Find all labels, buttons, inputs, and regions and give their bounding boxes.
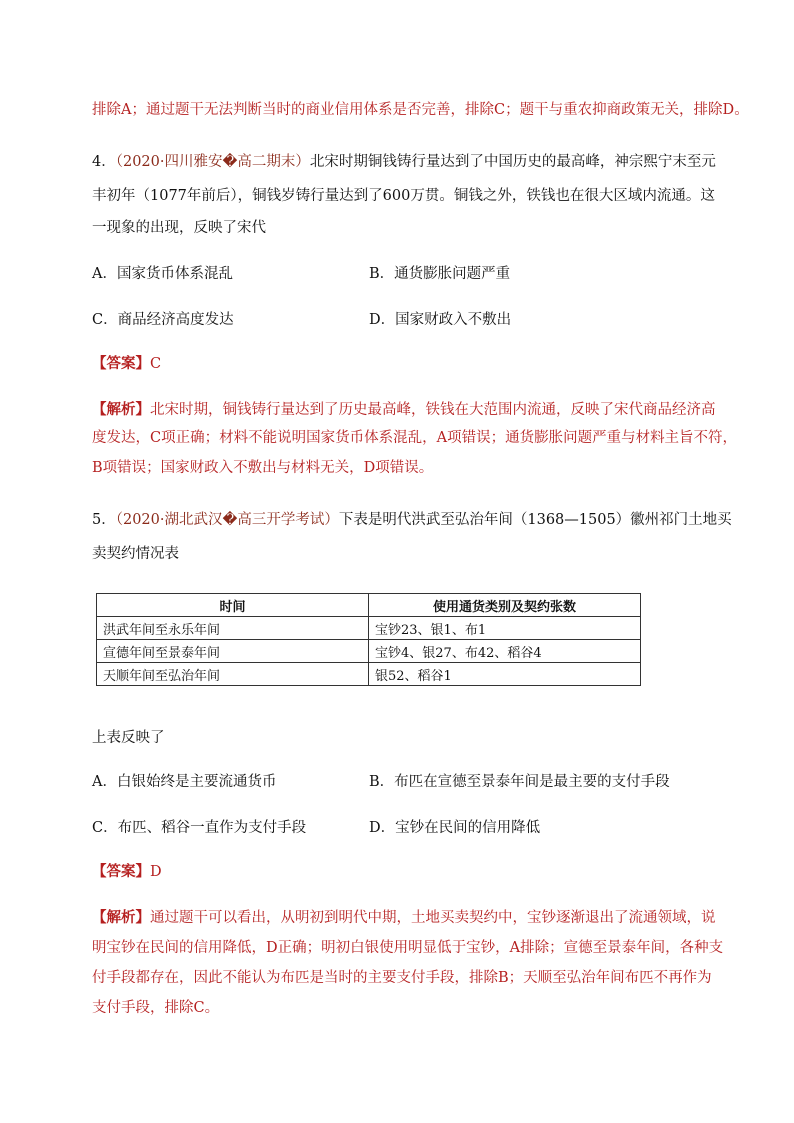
q4-number: 4． (92, 154, 116, 170)
q5-stem-1: 下表是明代洪武至弘治年间（1368—1505）徽州祁门土地买 (338, 512, 732, 528)
q5-option-d: D．宝钞在民间的信用降低 (369, 820, 541, 836)
table-cell: 宝钞23、银1、布1 (369, 617, 641, 640)
table-cell: 宝钞4、银27、布42、稻谷4 (369, 640, 641, 663)
q5-stem-line-3: 上表反映了 (92, 730, 165, 746)
q4-analysis-1: 北宋时期，铜钱铸行量达到了历史最高峰，铁钱在大范围内流通，反映了宋代商品经济高 (150, 402, 716, 418)
q4-stem-1: 北宋时期铜钱铸行量达到了中国历史的最高峰，神宗熙宁末至元 (309, 154, 716, 170)
q5-source: （2020·湖北武汉�高三开学考试） (115, 512, 339, 528)
q5-stem-line-2: 卖契约情况表 (92, 546, 179, 562)
q4-option-b: B．通货膨胀问题严重 (369, 266, 511, 282)
q4-answer-label: 【答案】 (92, 355, 150, 372)
table-header-currency: 使用通货类别及契约张数 (369, 594, 641, 617)
q4-stem-line-1 (92, 152, 716, 172)
q4-analysis-line-3: B项错误；国家财政入不敷出与材料无关，D项错误。 (92, 460, 434, 476)
q4-answer (92, 354, 161, 374)
q5-number: 5． (92, 512, 116, 528)
q4-option-c: C．商品经济高度发达 (92, 312, 234, 328)
q5-analysis-line-1 (92, 908, 716, 928)
q4-stem-line-3: 一现象的出现，反映了宋代 (92, 220, 266, 236)
q4-option-d: D．国家财政入不敷出 (369, 312, 512, 328)
q5-analysis-label: 【解析】 (92, 909, 150, 926)
q5-answer (92, 862, 162, 882)
q5-analysis-1: 通过题干可以看出，从明初到明代中期，土地买卖契约中，宝钞逐渐退出了流通领域，说 (150, 910, 716, 926)
q4-analysis-line-1 (92, 400, 716, 420)
q5-answer-value: D (150, 864, 162, 880)
q4-analysis-label: 【解析】 (92, 401, 150, 418)
table-row (97, 640, 641, 663)
q5-analysis-line-3: 付手段都存在，因此不能认为布匹是当时的主要支付手段，排除B；天顺至弘治年间布匹不再作为 (92, 970, 712, 986)
q4-option-a: A．国家货币体系混乱 (92, 266, 233, 282)
contract-table (96, 593, 641, 686)
q5-analysis-line-2: 明宝钞在民间的信用降低，D正确；明初白银使用明显低于宝钞，A排除；宣德至景泰年间，各种支 (92, 940, 724, 956)
q5-option-c: C．布匹、稻谷一直作为支付手段 (92, 820, 307, 836)
q5-option-b: B．布匹在宣德至景泰年间是最主要的支付手段 (369, 774, 670, 790)
q5-option-a: A．白银始终是主要流通货币 (92, 774, 277, 790)
table-row (97, 663, 641, 686)
q5-analysis-line-4: 支付手段，排除C。 (92, 1000, 220, 1016)
q5-answer-label: 【答案】 (92, 863, 150, 880)
table-cell: 宣德年间至景泰年间 (97, 640, 369, 663)
q3-analysis-end: 排除A；通过题干无法判断当时的商业信用体系是否完善，排除C；题干与重农抑商政策无关，排除D。 (92, 102, 749, 118)
table-header-time: 时间 (97, 594, 369, 617)
q4-analysis-line-2: 度发达，C项正确；材料不能说明国家货币体系混乱，A项错误；通货膨胀问题严重与材料主旨不符， (92, 430, 738, 446)
table-row (97, 617, 641, 640)
table-cell: 天顺年间至弘治年间 (97, 663, 369, 686)
q4-stem-line-2: 丰初年（1077年前后），铜钱岁铸行量达到了600万贯。铜钱之外，铁钱也在很大区域内流通。这 (92, 188, 715, 204)
table-cell: 银52、稻谷1 (369, 663, 641, 686)
q4-source: （2020·四川雅安�高二期末） (115, 154, 310, 170)
q5-stem-line-1 (92, 510, 732, 530)
table-cell: 洪武年间至永乐年间 (97, 617, 369, 640)
q4-answer-value: C (150, 356, 162, 372)
table-header-row (97, 594, 641, 617)
